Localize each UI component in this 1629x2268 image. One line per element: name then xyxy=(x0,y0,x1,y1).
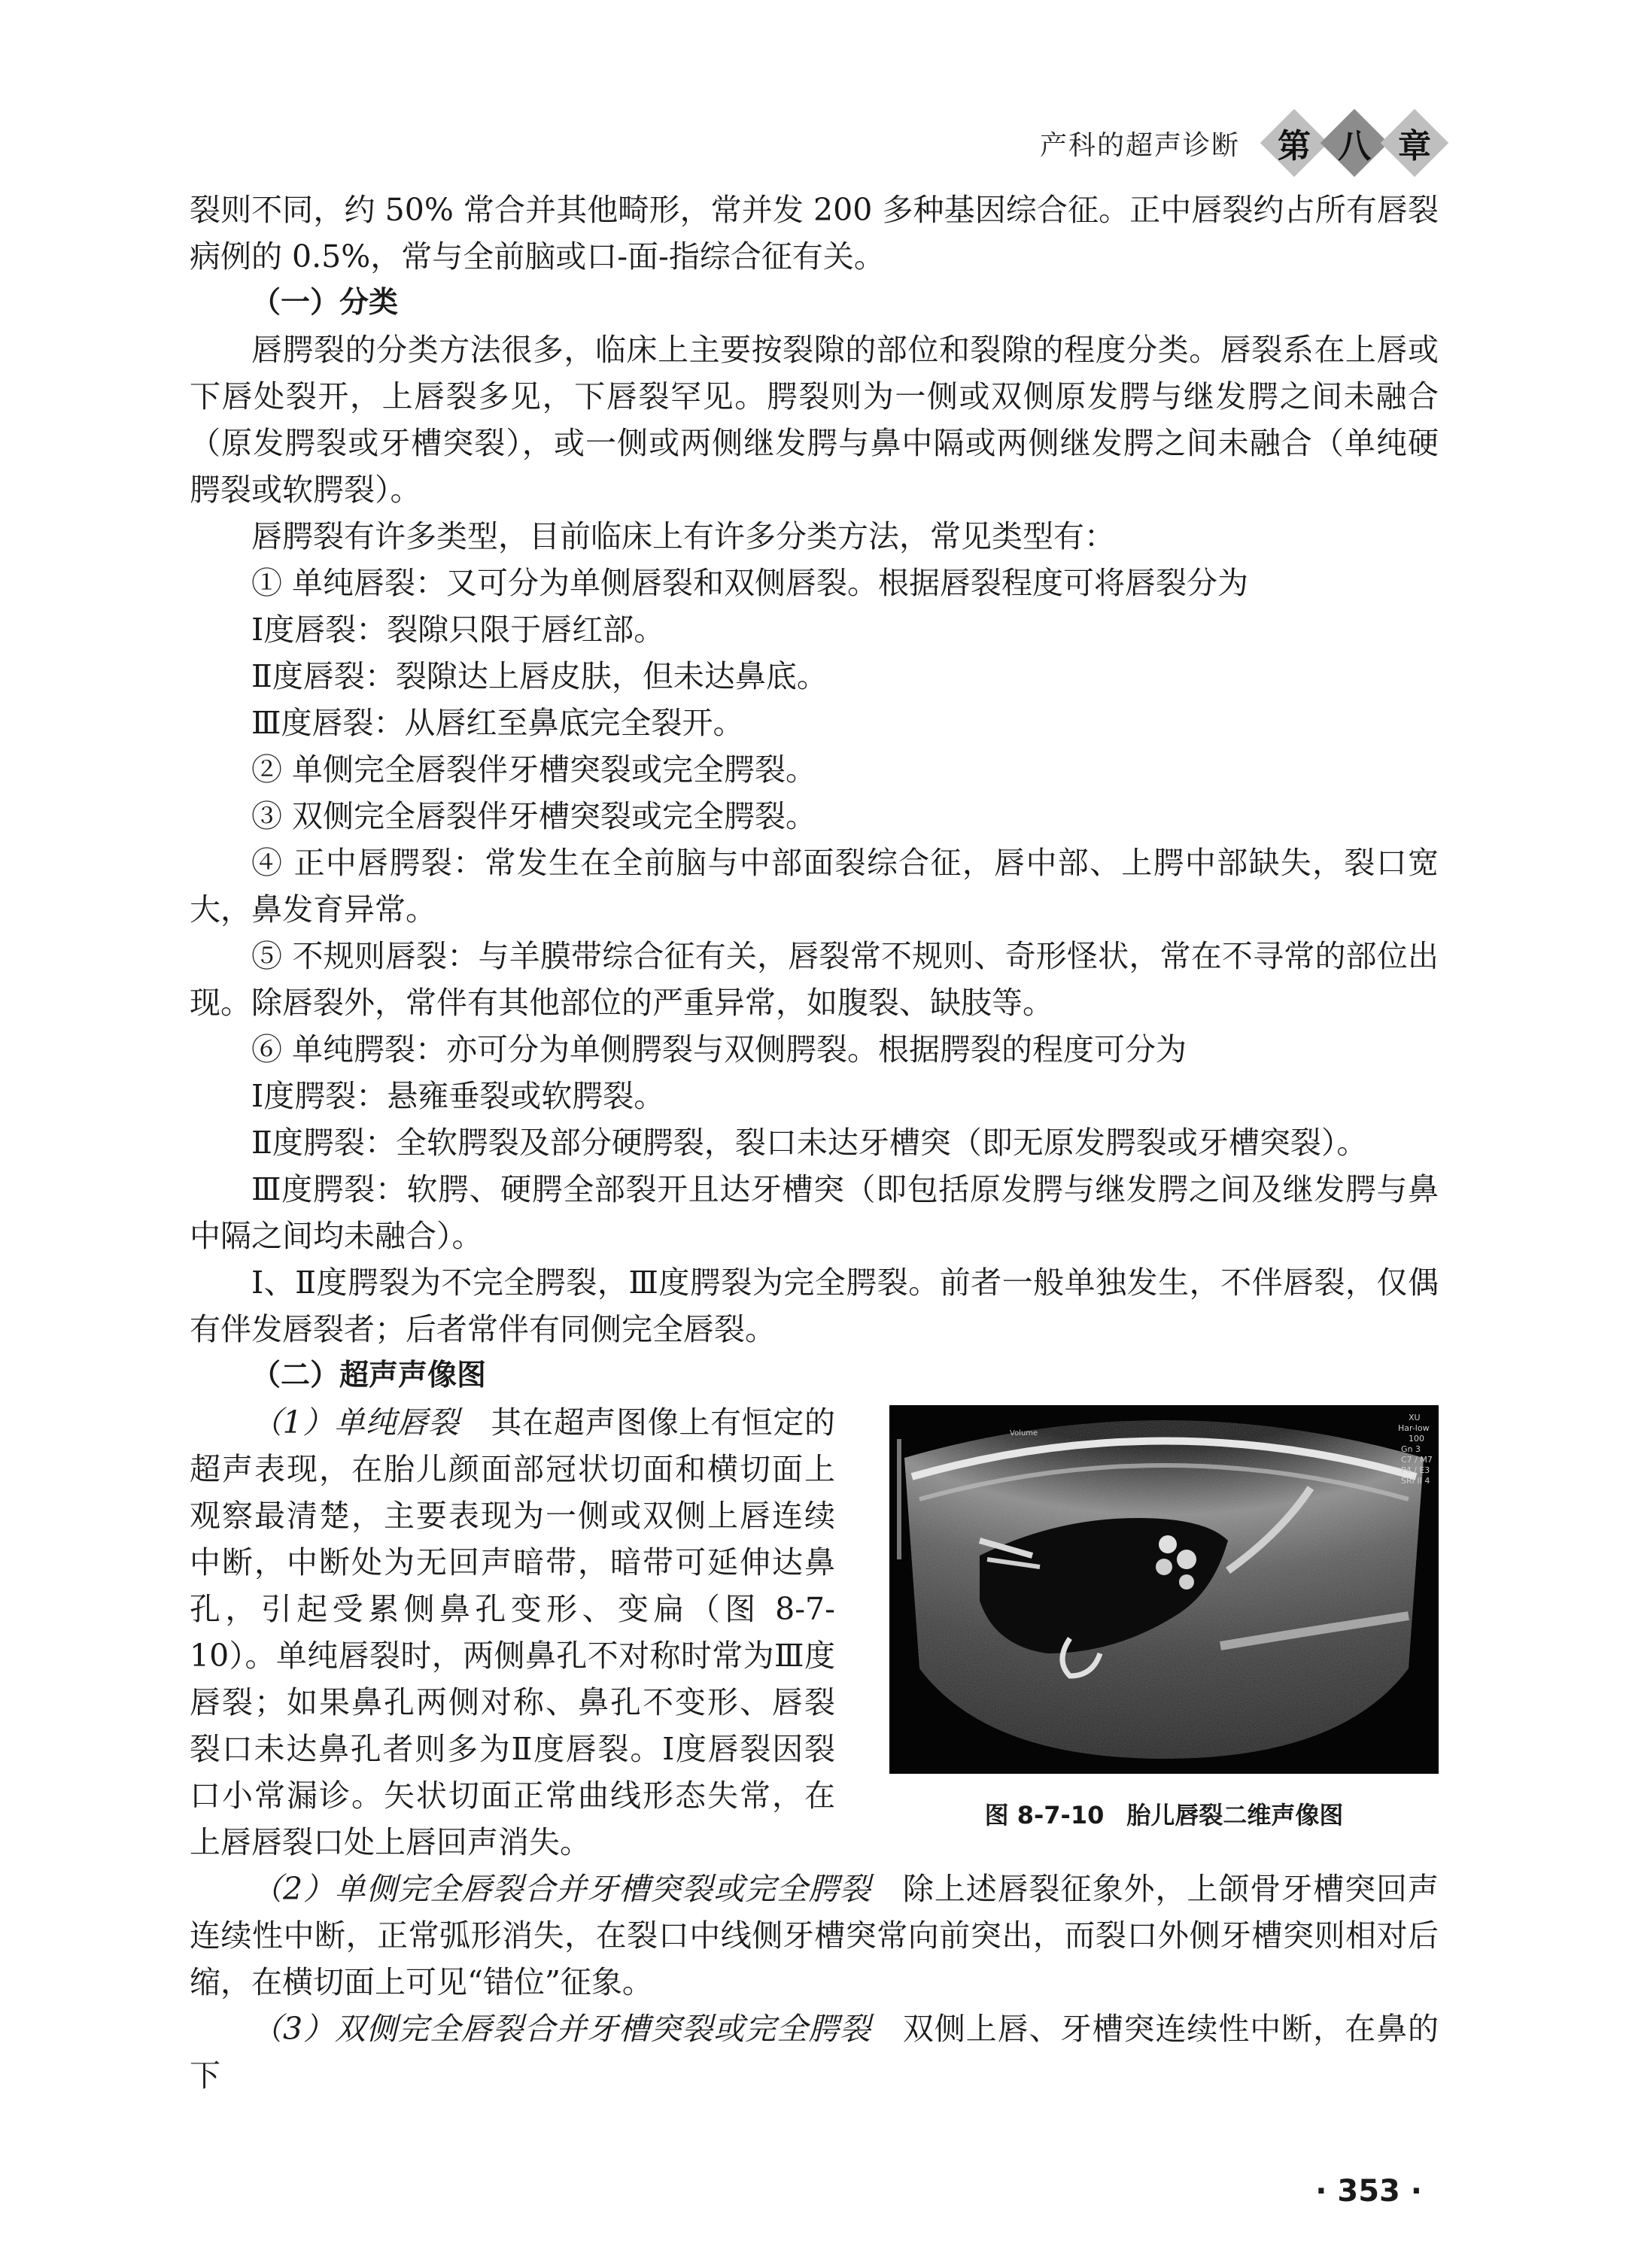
running-title: 产科的超声诊断 xyxy=(1039,129,1240,161)
image-overlay-line: Har-low xyxy=(1398,1423,1430,1433)
figure-title: 胎儿唇裂二维声像图 xyxy=(1126,1801,1344,1829)
chapter-diamond: 章 xyxy=(1381,109,1449,178)
image-overlay-line: P4 / E3 xyxy=(1401,1465,1430,1475)
item-lead: （3）双侧完全唇裂合并牙槽突裂或完全腭裂 xyxy=(251,2011,871,2047)
section-heading: （二）超声声像图 xyxy=(251,1359,487,1392)
ultrasound-image xyxy=(889,1405,1439,1774)
body-paragraph: Ⅲ度唇裂：从唇红至鼻底完全裂开。 xyxy=(251,705,744,741)
body-paragraph: Ⅱ度唇裂：裂隙达上唇皮肤，但未达鼻底。 xyxy=(251,658,828,694)
body-paragraph: ③ 双侧完全唇裂伴牙槽突裂或完全腭裂。 xyxy=(251,798,817,834)
section-heading: （一）分类 xyxy=(251,286,399,320)
body-paragraph: ① 单纯唇裂：又可分为单侧唇裂和双侧唇裂。根据唇裂程度可将唇裂分为 xyxy=(251,565,1249,601)
figure xyxy=(889,1405,1439,1831)
figure-caption xyxy=(889,1796,1439,1831)
body-paragraph: 唇腭裂的分类方法很多，临床上主要按裂隙的部位和裂隙的程度分类。唇裂系在上唇或下唇处裂开，上唇裂多见，下唇裂罕见。腭裂则为一侧或双侧原发腭与继发腭之间未融合（原发腭裂或牙槽突裂），或一侧或两侧继发腭与鼻中隔或两侧继发腭之间未融合（单纯硬腭裂或软腭裂）。 xyxy=(190,332,1439,508)
figure-row xyxy=(190,1399,1439,1866)
body-paragraph: ② 单侧完全唇裂伴牙槽突裂或完全腭裂。 xyxy=(251,751,817,788)
body-paragraph: 裂则不同，约 50% 常合并其他畸形，常并发 200 多种基因综合征。正中唇裂约占所有唇裂病例的 0.5%，常与全前脑或口-面-指综合征有关。 xyxy=(190,192,1439,275)
body-flow xyxy=(190,187,1439,1399)
body-paragraph: Ⅰ度腭裂：悬雍垂裂或软腭裂。 xyxy=(251,1078,665,1114)
svg-text:Volume: Volume xyxy=(1010,1429,1038,1438)
body-paragraph: （2）单侧完全唇裂合并牙槽突裂或完全腭裂 除上述唇裂征象外，上颌骨牙槽突回声连续性中断，正常弧形消失，在裂口中线侧牙槽突常向前突出，而裂口外侧牙槽突则相对后缩，在横切面上可见“错位”征象。 xyxy=(190,1871,1439,2000)
body-paragraph: ⑤ 不规则唇裂：与羊膜带综合征有关，唇裂常不规则、奇形怪状，常在不寻常的部位出现。除唇裂外，常伴有其他部位的严重异常，如腹裂、缺肢等。 xyxy=(190,938,1439,1021)
page-number: · 353 · xyxy=(1315,2174,1422,2209)
body-paragraph: 唇腭裂有许多类型，目前临床上有许多分类方法，常见类型有： xyxy=(251,518,1115,554)
image-overlay-line: C7 / M7 xyxy=(1401,1455,1433,1465)
body-paragraph: Ⅲ度腭裂：软腭、硬腭全部裂开且达牙槽突（即包括原发腭与继发腭之间及继发腭与鼻中隔之间均未融合）。 xyxy=(190,1171,1439,1254)
image-overlay-line: 100 xyxy=(1409,1434,1424,1444)
image-overlay-line: SRI II 4 xyxy=(1401,1476,1430,1486)
body-text xyxy=(190,187,1439,2099)
figure-side-paragraph: （1）单纯唇裂 其在超声图像上有恒定的超声表现，在胎儿颜面部冠状切面和横切面上观察最清楚，主要表现为一侧或双侧上唇连续中断，中断处为无回声暗带，暗带可延伸达鼻孔，引起受累侧鼻孔变形、变扁（图 8-7-10）。单纯唇裂时，两侧鼻孔不对称时常为Ⅲ度唇裂；如果鼻孔两侧对称、鼻孔不变形、唇裂裂口未达鼻孔者则多为Ⅱ度唇裂。Ⅰ度唇裂因裂口小常漏诊。矢状切面正常曲线形态失常，在上唇唇裂口处上唇回声消失。 xyxy=(190,1404,836,1860)
body-paragraph: Ⅰ、Ⅱ度腭裂为不完全腭裂，Ⅲ度腭裂为完全腭裂。前者一般单独发生，不伴唇裂，仅偶有伴发唇裂者；后者常伴有同侧完全唇裂。 xyxy=(190,1265,1439,1347)
chapter-diamond: 第 xyxy=(1260,109,1329,178)
image-overlay-line: XU xyxy=(1409,1413,1421,1422)
image-overlay-line: Gn 3 xyxy=(1401,1444,1421,1454)
chapter-badge xyxy=(1264,119,1445,167)
figure-number: 图 8-7-10 xyxy=(984,1801,1105,1829)
after-flow xyxy=(190,1866,1439,2099)
body-paragraph: （3）双侧完全唇裂合并牙槽突裂或完全腭裂 双侧上唇、牙槽突连续性中断，在鼻的下 xyxy=(190,2011,1439,2093)
body-paragraph: Ⅱ度腭裂：全软腭裂及部分硬腭裂，裂口未达牙槽突（即无原发腭裂或牙槽突裂）。 xyxy=(251,1125,1368,1161)
chapter-diamond: 八 xyxy=(1321,109,1389,178)
body-paragraph: ④ 正中唇腭裂：常发生在全前脑与中部面裂综合征，唇中部、上腭中部缺失，裂口宽大，鼻发育异常。 xyxy=(190,845,1439,928)
item-lead: （2）单侧完全唇裂合并牙槽突裂或完全腭裂 xyxy=(251,1871,871,1907)
running-header xyxy=(1040,113,1445,173)
item-lead: （1）单纯唇裂 xyxy=(251,1404,460,1441)
body-paragraph: ⑥ 单纯腭裂：亦可分为单侧腭裂与双侧腭裂。根据腭裂的程度可分为 xyxy=(251,1031,1187,1067)
body-paragraph: Ⅰ度唇裂：裂隙只限于唇红部。 xyxy=(251,612,665,648)
